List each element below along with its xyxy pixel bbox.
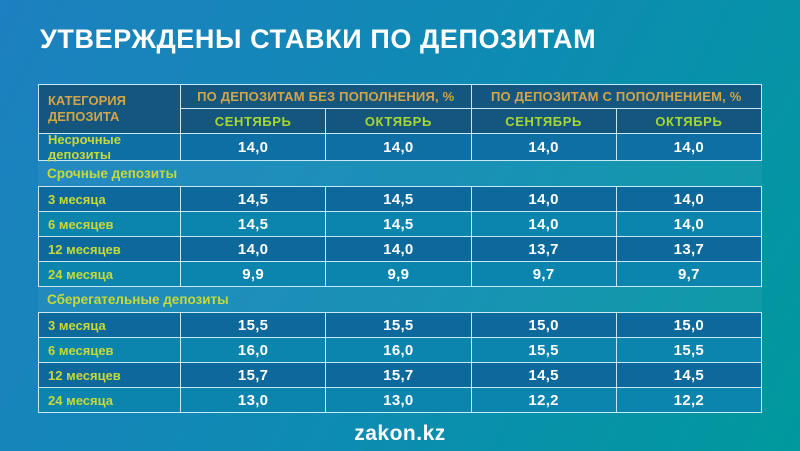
row-label: 3 месяца bbox=[48, 191, 106, 207]
rate-value: 12,2 bbox=[616, 388, 761, 412]
rate-value: 14,0 bbox=[180, 134, 325, 160]
deposit-rates-table bbox=[38, 84, 762, 413]
row-label: 24 месяца bbox=[48, 266, 113, 282]
brand-logo: zakon.kz bbox=[354, 422, 446, 445]
rate-value: 9,7 bbox=[616, 262, 761, 286]
table-row bbox=[39, 261, 761, 286]
table-row bbox=[39, 211, 761, 236]
table-row-non-term bbox=[39, 133, 761, 160]
rate-value: 14,0 bbox=[180, 237, 325, 261]
group-header-without-topup: ПО ДЕПОЗИТАМ БЕЗ ПОПОЛНЕНИЯ, % bbox=[180, 85, 471, 108]
table-row bbox=[39, 387, 761, 412]
rate-value: 14,5 bbox=[616, 363, 761, 387]
group-header-with-topup: ПО ДЕПОЗИТАМ С ПОПОЛНЕНИЕМ, % bbox=[471, 85, 762, 108]
rate-value: 14,0 bbox=[616, 134, 761, 160]
rate-value: 13,0 bbox=[325, 388, 470, 412]
rate-value: 15,0 bbox=[471, 313, 616, 337]
rate-value: 14,0 bbox=[616, 187, 761, 211]
savings-deposits-block bbox=[38, 312, 762, 413]
rate-value: 15,7 bbox=[180, 363, 325, 387]
row-label: 12 месяцев bbox=[48, 241, 121, 257]
table-row bbox=[39, 313, 761, 337]
rate-value: 15,0 bbox=[616, 313, 761, 337]
rate-value: 9,7 bbox=[471, 262, 616, 286]
rate-value: 9,9 bbox=[180, 262, 325, 286]
rate-value: 14,5 bbox=[325, 212, 470, 236]
page-title: УТВЕРЖДЕНЫ СТАВКИ ПО ДЕПОЗИТАМ bbox=[40, 24, 597, 54]
rate-value: 13,7 bbox=[616, 237, 761, 261]
rate-value: 16,0 bbox=[325, 338, 470, 362]
row-label: Несрочные депозиты bbox=[48, 132, 121, 162]
rate-value: 12,2 bbox=[471, 388, 616, 412]
rate-value: 14,0 bbox=[471, 187, 616, 211]
table-row bbox=[39, 187, 761, 211]
row-label: 6 месяцев bbox=[48, 216, 114, 232]
table-row bbox=[39, 236, 761, 261]
row-label: 12 месяцев bbox=[48, 367, 121, 383]
rate-value: 14,5 bbox=[471, 363, 616, 387]
rate-value: 14,0 bbox=[616, 212, 761, 236]
month-header-october-2: ОКТЯБРЬ bbox=[616, 108, 761, 133]
rate-value: 15,7 bbox=[325, 363, 470, 387]
table-row bbox=[39, 362, 761, 387]
rate-value: 15,5 bbox=[325, 313, 470, 337]
row-label: 6 месяцев bbox=[48, 342, 114, 358]
section-header-term-deposits: Срочные депозиты bbox=[38, 161, 762, 186]
rate-value: 16,0 bbox=[180, 338, 325, 362]
table-row bbox=[39, 337, 761, 362]
rate-value: 14,5 bbox=[180, 187, 325, 211]
rate-value: 15,5 bbox=[471, 338, 616, 362]
row-label: 24 месяца bbox=[48, 392, 113, 408]
rate-value: 13,0 bbox=[180, 388, 325, 412]
rate-value: 15,5 bbox=[180, 313, 325, 337]
category-header-cell: КАТЕГОРИЯ ДЕПОЗИТА bbox=[48, 93, 126, 124]
table-header-block bbox=[38, 84, 762, 161]
rate-value: 15,5 bbox=[616, 338, 761, 362]
rate-value: 14,0 bbox=[471, 212, 616, 236]
term-deposits-block bbox=[38, 186, 762, 287]
row-label: 3 месяца bbox=[48, 317, 106, 333]
rate-value: 13,7 bbox=[471, 237, 616, 261]
rate-value: 9,9 bbox=[325, 262, 470, 286]
section-header-savings-deposits: Сберегательные депозиты bbox=[38, 287, 762, 312]
content-area bbox=[38, 0, 762, 413]
rate-value: 14,0 bbox=[325, 134, 470, 160]
rate-value: 14,0 bbox=[471, 134, 616, 160]
month-header-october-1: ОКТЯБРЬ bbox=[325, 108, 470, 133]
rate-value: 14,5 bbox=[325, 187, 470, 211]
month-header-september-2: СЕНТЯБРЬ bbox=[471, 108, 616, 133]
month-header-september-1: СЕНТЯБРЬ bbox=[180, 108, 325, 133]
table-header bbox=[39, 85, 761, 133]
rate-value: 14,0 bbox=[325, 237, 470, 261]
rate-value: 14,5 bbox=[180, 212, 325, 236]
